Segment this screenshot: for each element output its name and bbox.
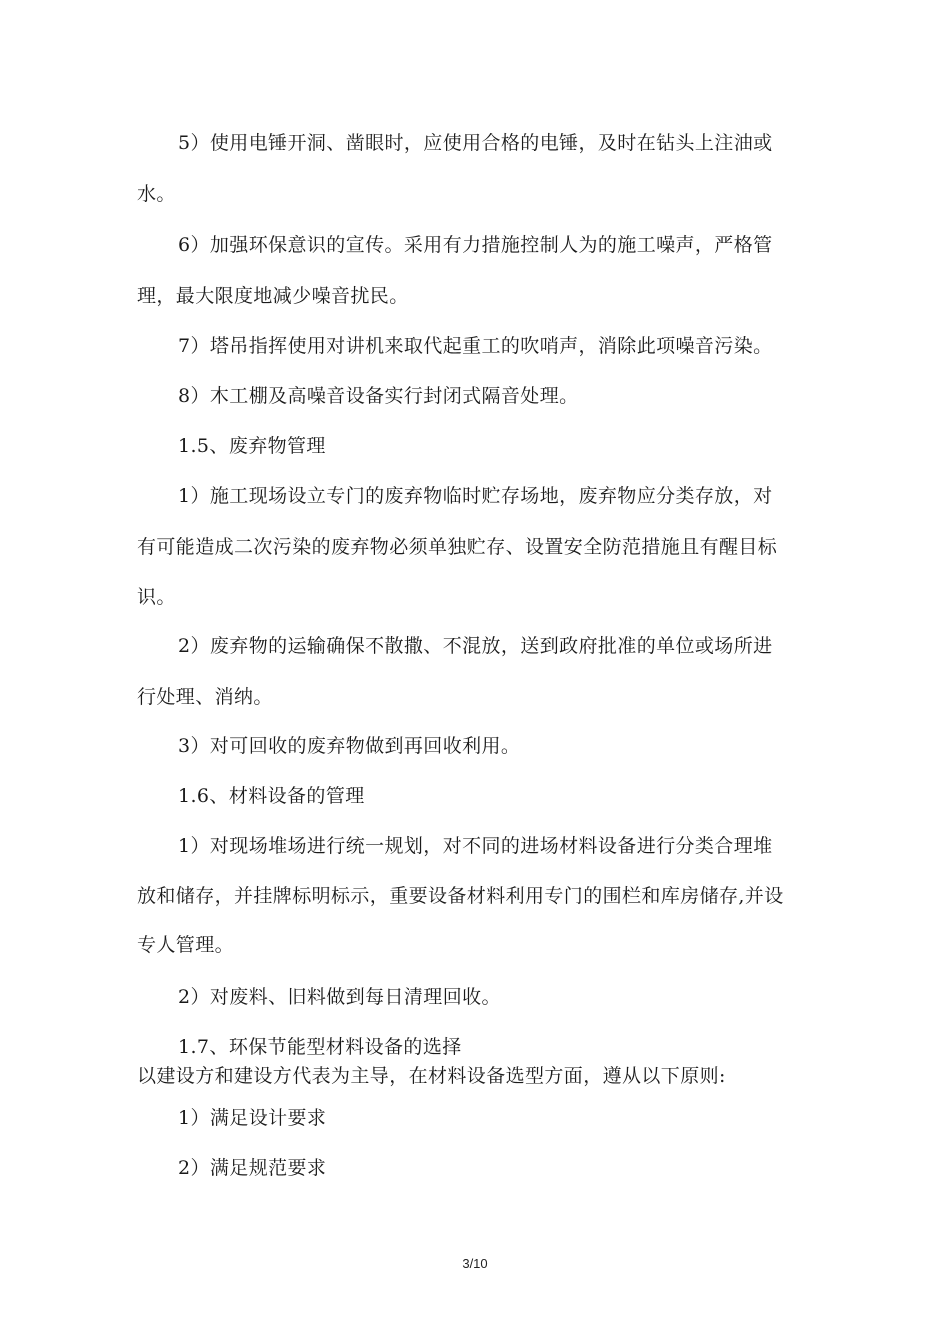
section-heading-1-6: 1.6、材料设备的管理 [178,785,365,807]
material-item-1-line-1: 1）对现场堆场进行统一规划，对不同的进场材料设备进行分类合理堆 [178,835,773,857]
material-item-1-line-3: 专人管理。 [137,934,235,956]
waste-item-3: 3）对可回收的废弃物做到再回收利用。 [178,735,521,757]
waste-item-1-line-3: 识。 [137,586,176,608]
principle-item-2: 2）满足规范要求 [178,1157,327,1179]
section-heading-1-7: 1.7、环保节能型材料设备的选择 [178,1036,462,1058]
section-heading-1-5: 1.5、废弃物管理 [178,435,326,457]
principle-item-1: 1）满足设计要求 [178,1107,327,1129]
paragraph-5-line-2: 水。 [137,183,176,205]
waste-item-1-line-2: 有可能造成二次污染的废弃物必须单独贮存、设置安全防范措施且有醒目标 [137,536,778,558]
material-item-2: 2）对废料、旧料做到每日清理回收。 [178,986,501,1008]
paragraph-6-line-1: 6）加强环保意识的宣传。采用有力措施控制人为的施工噪声，严格管 [178,234,773,256]
waste-item-2-line-2: 行处理、消纳。 [137,686,273,708]
material-item-1-line-2: 放和储存，并挂牌标明标示，重要设备材料利用专门的围栏和库房储存,并设 [137,885,784,907]
selection-principle-intro: 以建设方和建设方代表为主导，在材料设备选型方面，遵从以下原则: [137,1065,726,1087]
waste-item-2-line-1: 2）废弃物的运输确保不散撒、不混放，送到政府批准的单位或场所进 [178,635,773,657]
paragraph-6-line-2: 理，最大限度地减少噪音扰民。 [137,285,409,307]
page-number: 3/10 [462,1256,488,1271]
paragraph-7: 7）塔吊指挥使用对讲机来取代起重工的吹哨声，消除此项噪音污染。 [178,335,773,357]
waste-item-1-line-1: 1）施工现场设立专门的废弃物临时贮存场地，废弃物应分类存放，对 [178,485,773,507]
paragraph-5-line-1: 5）使用电锤开洞、凿眼时，应使用合格的电锤，及时在钻头上注油或 [178,132,773,154]
paragraph-8: 8）木工棚及高噪音设备实行封闭式隔音处理。 [178,385,579,407]
